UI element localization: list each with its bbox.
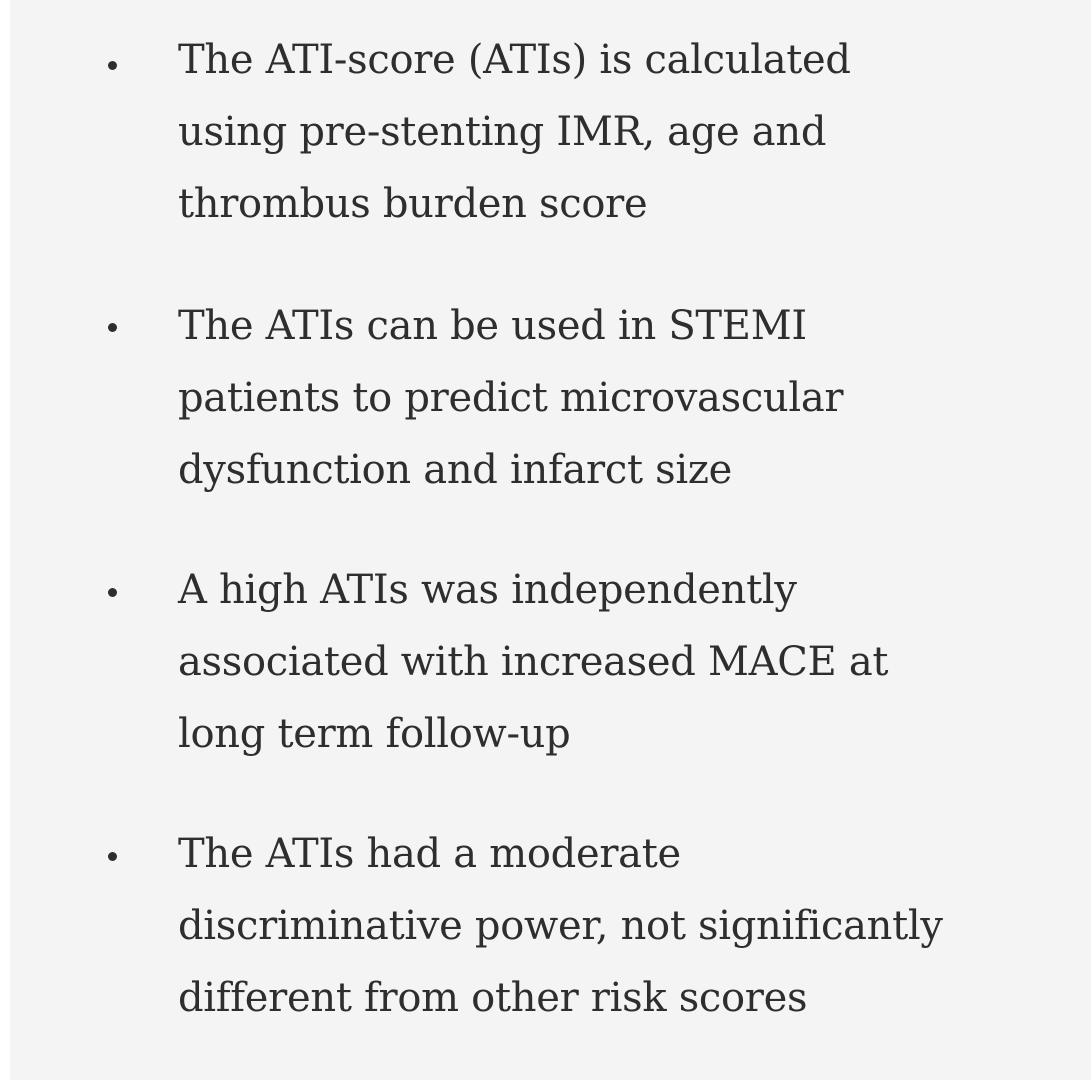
bullet-text: The ATI-score (ATIs) is calculated using pre-stenting IMR, age and thrombus burden score	[178, 37, 851, 227]
bullet-text: A high ATIs was independently associated with increased MACE at long term follow-up	[178, 567, 889, 757]
bullet-icon	[108, 588, 117, 597]
bullet-text: The ATIs can be used in STEMI patients to predict microvascular dysfunction and infarct size	[178, 303, 844, 493]
bullet-icon	[108, 61, 117, 70]
bullet-text: The ATIs had a moderate discriminative power, not significantly different from other risk scores	[178, 831, 943, 1021]
bullet-icon	[108, 852, 117, 861]
content-panel	[10, 0, 1091, 1080]
bullet-icon	[108, 323, 117, 332]
